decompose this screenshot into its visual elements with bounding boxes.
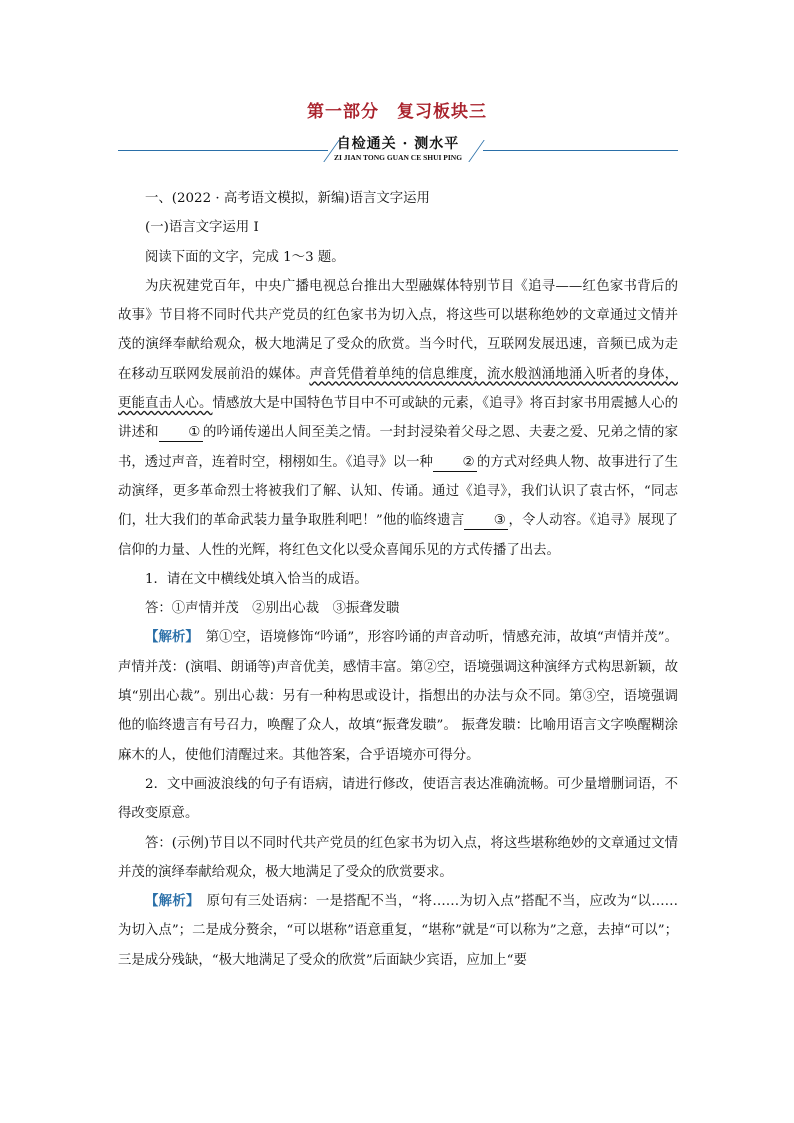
analysis-2	[118, 887, 678, 975]
passage-text: 情感放大是中国特色节目中不可或缺的元素，《追寻》将百封家书用震撼人心的讲述和	[118, 396, 678, 441]
page-title: 第一部分 复习板块三	[307, 102, 487, 122]
banner-title: 自检通关 · 测水平	[336, 136, 460, 152]
analysis-text: 原句有三处语病：一是搭配不当，“将……为切入点”搭配不当，应改为“以……为切入点”；二是成分赘余，“可以堪称”语意重复，“堪称”就是“可以称为”之意，去掉“可以”；三是成分残缺，“极大地满足了受众的欣赏”后面缺少宾语，应加上“要	[118, 894, 678, 968]
blank-1: ①	[159, 425, 203, 442]
subsection-heading: (一)语言文字运用 Ⅰ	[145, 220, 259, 236]
section-heading: 一、(2022 · 高考语文模拟，新编)语言文字运用	[145, 191, 430, 206]
passage-text: ，令人动容。《追寻》展现了信仰的力量、人性的光辉，将红色文化以受众喜闻乐见的方式传播了出去。	[118, 513, 678, 558]
document-body	[118, 184, 678, 975]
analysis-1	[118, 623, 678, 769]
analysis-text: 第①空，语境修饰“吟诵”，形容吟诵的声音动听，情感充沛，故填“声情并茂”。声情并茂：(演唱、朗诵等)声音优美，感情丰富。第②空，语境强调这种演绎方式构思新颖，故填“别出心裁”。别出心裁：另有一种构思或设计，指想出的办法与众不同。第③空，语境强调他的临终遗言有号召力，唤醒了众人，故填“振聋发聩”。 振聋发聩：比喻用语言文字唤醒糊涂麻木的人，使他们清醒过来。其他答案，合乎语境亦可得分。	[118, 630, 678, 763]
analysis-tag: 【解析】	[145, 893, 193, 910]
answer-2: 答：(示例)节目以不同时代共产党员的红色家书为切入点，将这些堪称绝妙的文章通过文情并茂的演绎奉献给观众，极大地满足了受众的欣赏要求。	[118, 835, 678, 880]
blank-2: ②	[433, 455, 477, 472]
instruction: 阅读下面的文字，完成 1～3 题。	[145, 249, 345, 265]
reading-passage	[118, 272, 678, 565]
passage-text: 的方式对经典人物、故事进行了生动演绎，更多革命烈士将被我们了解、认知、传诵。通过《追寻》，我们认识了袁古怀，“同志们，壮大我们的革命武装力量争取胜利吧！”他的临终遗言	[118, 454, 678, 529]
banner-pinyin: ZI JIAN TONG GUAN CE SHUI PING	[333, 153, 463, 162]
question-1: 1．请在文中横线处填入恰当的成语。	[145, 571, 368, 587]
passage-text: 的吟诵传递出人间至美之情。一封封浸染着父母之恩、夫妻之爱、兄弟之情的家书，透过声音，连着时空，栩栩如生。《追寻》以一种	[118, 425, 679, 470]
wavy-underlined-sentence: 声音凭借着单纯的信息维度，流水般汹涌地涌入听者的身体，更能直击人心。	[118, 366, 678, 412]
passage-text: 为庆祝建党百年，中央广播电视总台推出大型融媒体特别节目《追寻——红色家书背后的故事》节目将不同时代共产党员的红色家书为切入点，将这些可以堪称绝妙的文章通过文情并茂的演绎奉献给观众，极大地满足了受众的欣赏。当今时代，互联网发展迅速，音频已成为走在移动互联网发展前沿的媒体。	[118, 278, 678, 382]
answer-1: 答：①声情并茂 ②别出心裁 ③振聋发聩	[145, 601, 400, 617]
section-banner	[118, 130, 678, 170]
question-2: 2．文中画波浪线的句子有语病，请进行修改，使语言表达准确流畅。可少量增删词语，不得改变原意。	[118, 776, 678, 822]
analysis-tag: 【解析】	[145, 629, 193, 646]
banner-line-right	[483, 150, 678, 151]
blank-3: ③	[464, 513, 508, 530]
